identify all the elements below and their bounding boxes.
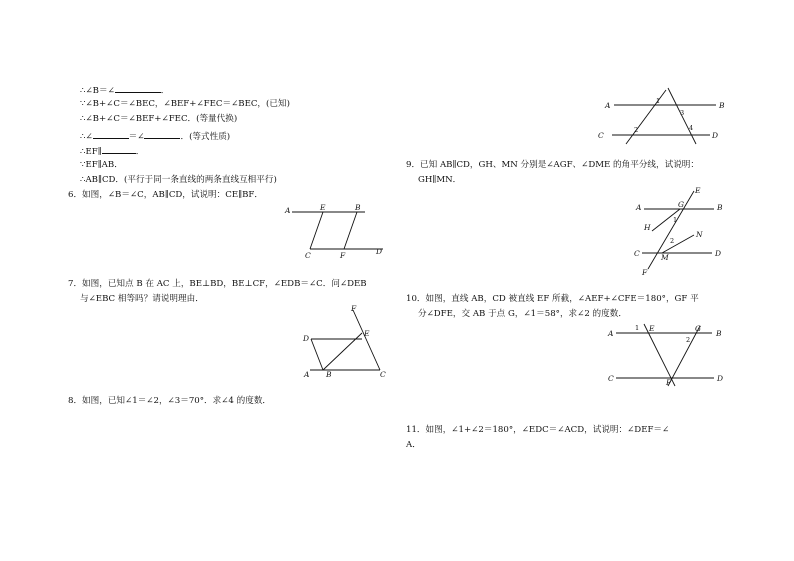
label-F: F — [642, 268, 648, 277]
label-B: B — [717, 203, 723, 212]
proof-line-5-prefix: ∴EF∥ — [80, 147, 102, 157]
label-G: G — [695, 324, 701, 333]
line-CE — [310, 212, 323, 249]
label-G: G — [678, 200, 684, 209]
angle-3: 3 — [680, 109, 685, 117]
answer-blank[interactable] — [102, 145, 136, 154]
label-D: D — [717, 374, 724, 383]
proof-line-4 — [80, 130, 230, 143]
question-9-line-2: GH∥MN． — [418, 175, 462, 185]
proof-line-1-suffix: ． — [160, 86, 170, 96]
label-A: A — [285, 206, 291, 215]
label-F: F — [666, 378, 672, 387]
figure-6 — [280, 200, 390, 262]
label-C: C — [380, 370, 386, 379]
label-F: F — [340, 251, 346, 260]
label-E: E — [364, 329, 370, 338]
label-A: A — [636, 203, 642, 212]
proof-line-4-suffix: ．(等式性质) — [180, 132, 231, 142]
label-C: C — [598, 131, 604, 140]
proof-line-7: ∴AB∥CD．(平行于同一条直线的两条直线互相平行) — [80, 175, 277, 185]
angle-2: 2 — [670, 237, 675, 245]
proof-line-6: ∵EF∥AB． — [80, 160, 123, 170]
proof-line-4-middle: ＝∠ — [128, 132, 145, 142]
label-B: B — [355, 203, 361, 212]
proof-line-4-prefix: ∴∠ — [80, 132, 93, 142]
question-11-line-1: 11．如图，∠1+∠2＝180°，∠EDC＝∠ACD，试说明：∠DEF＝∠ — [406, 425, 670, 435]
label-A: A — [608, 329, 614, 338]
label-A: A — [304, 370, 310, 379]
label-E: E — [695, 186, 701, 195]
proof-line-2: ∵∠B+∠C＝∠BEC，∠BEF+∠FEC＝∠BEC，(已知) — [80, 99, 290, 109]
figure-10 — [602, 322, 732, 388]
figure-8 — [598, 84, 738, 148]
line-DB — [311, 339, 323, 370]
question-6: 6．如图，∠B＝∠C，AB∥CD，试说明：CE∥BF． — [68, 190, 263, 200]
answer-blank[interactable] — [115, 84, 161, 93]
angle-1: 1 — [635, 324, 640, 332]
label-B: B — [719, 101, 725, 110]
label-N: N — [696, 230, 703, 239]
angle-1: 1 — [656, 97, 661, 105]
figure-9 — [628, 185, 728, 277]
line-FC — [353, 310, 380, 370]
label-H: H — [644, 223, 651, 232]
line-GF — [668, 326, 700, 386]
label-F: F — [351, 304, 357, 313]
question-7-line-1: 7．如图，已知点 B 在 AC 上，BE⊥BD，BE⊥CF，∠EDB＝∠C．问∠DEB — [68, 279, 367, 289]
answer-blank[interactable] — [93, 130, 129, 139]
question-8: 8．如图，已知∠1＝∠2，∠3＝70°．求∠4 的度数． — [68, 396, 272, 406]
label-E: E — [649, 324, 655, 333]
proof-line-5 — [80, 145, 144, 158]
line-EF — [648, 191, 694, 269]
question-10-line-2: 分∠DFE，交 AB 于点 G，∠1＝58°，求∠2 的度数． — [418, 309, 627, 319]
angle-4: 4 — [689, 124, 694, 132]
angle-2: 2 — [686, 336, 691, 344]
answer-blank[interactable] — [144, 130, 180, 139]
label-D: D — [303, 334, 310, 343]
label-B: B — [716, 329, 722, 338]
proof-line-1-prefix: ∴∠B＝∠ — [80, 86, 115, 96]
label-D: D — [715, 249, 722, 258]
label-B: B — [326, 370, 332, 379]
angle-1: 1 — [673, 216, 678, 224]
angle-2: 2 — [634, 126, 639, 134]
label-A: A — [605, 101, 611, 110]
label-C: C — [634, 249, 640, 258]
proof-line-5-suffix: ． — [135, 147, 145, 157]
label-C: C — [608, 374, 614, 383]
line-BF — [344, 212, 357, 249]
label-E: E — [320, 203, 326, 212]
line-BE — [323, 333, 362, 370]
proof-line-1 — [80, 84, 169, 97]
question-10-line-1: 10．如图，直线 AB，CD 被直线 EF 所截，∠AEF+∠CFE＝180°，GF 平 — [406, 294, 699, 304]
label-D: D — [376, 247, 383, 256]
figure-7 — [300, 306, 390, 378]
label-D: D — [712, 131, 719, 140]
label-M: M — [661, 253, 669, 262]
label-C: C — [305, 251, 311, 260]
question-9-line-1: 9．已知 AB∥CD，GH、MN 分别是∠AGF、∠DME 的角平分线，试说明： — [406, 160, 699, 170]
question-11-line-2: A． — [406, 440, 421, 450]
proof-line-3: ∴∠B+∠C＝∠BEF+∠FEC．(等量代换) — [80, 114, 238, 124]
question-7-line-2: 与∠EBC 相等吗？请说明理由． — [80, 294, 204, 304]
